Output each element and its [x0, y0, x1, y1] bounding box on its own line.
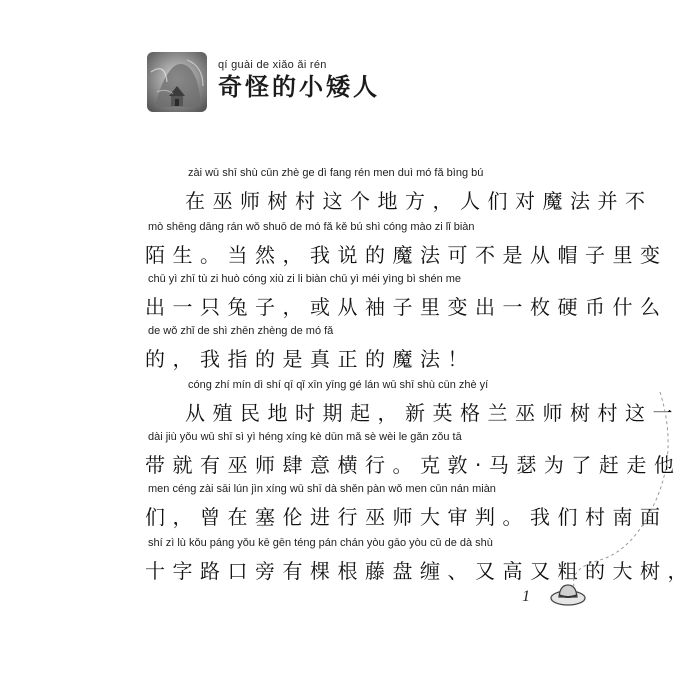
line-text: 十字路口旁有棵根藤盘缠、又高又粗的大树， [145, 559, 695, 583]
line-text: 的，我指的是真正的魔法！ [145, 347, 475, 371]
line-pinyin: de wǒ zhǐ de shì zhēn zhèng de mó fǎ [148, 325, 334, 337]
chapter-title [218, 58, 380, 102]
line-text: 带就有巫师肆意横行。克敦·马瑟为了赶走他 [145, 453, 682, 477]
hat-icon [548, 580, 588, 610]
title-text: 奇怪的小矮人 [218, 73, 380, 101]
line-text: 陌生。当然，我说的魔法可不是从帽子里变 [145, 243, 668, 267]
chapter-thumbnail-illustration [147, 52, 207, 112]
line-pinyin: zài wū shī shù cūn zhè ge dì fang rén men duì mó fǎ bìng bú [188, 167, 484, 179]
line-text: 们，曾在塞伦进行巫师大审判。我们村南面 [145, 505, 668, 529]
line-pinyin: cóng zhí mín dì shí qī qǐ xīn yīng gé lán wū shī shù cūn zhè yí [188, 379, 489, 391]
line-text: 出一只兔子，或从袖子里变出一枚硬币什么 [145, 295, 668, 319]
line-text: 在巫师树村这个地方，人们对魔法并不 [185, 189, 653, 213]
line-text: 从殖民地时期起，新英格兰巫师树村这一 [185, 401, 680, 425]
decorative-dashed-path [560, 390, 680, 610]
line-pinyin: chū yì zhī tù zi huò cóng xiù zi li biàn chū yì méi yìng bì shén me [148, 273, 462, 285]
line-pinyin: dài jiù yǒu wū shī sì yì héng xíng kè dūn mǎ sè wèi le gǎn zǒu tā [148, 431, 462, 443]
line-pinyin: men céng zài sāi lún jìn xíng wū shī dà shěn pàn wǒ men cūn nán miàn [148, 483, 496, 495]
line-pinyin: shí zì lù kǒu páng yǒu kē gēn téng pán chán yòu gāo yòu cū de dà shù [148, 537, 493, 549]
title-pinyin: qí guài de xiǎo ǎi rén [218, 59, 327, 71]
page-number: 1 [522, 588, 530, 605]
line-pinyin: mò shēng dāng rán wǒ shuō de mó fǎ kě bú shì cóng mào zi lǐ biàn [148, 221, 475, 233]
